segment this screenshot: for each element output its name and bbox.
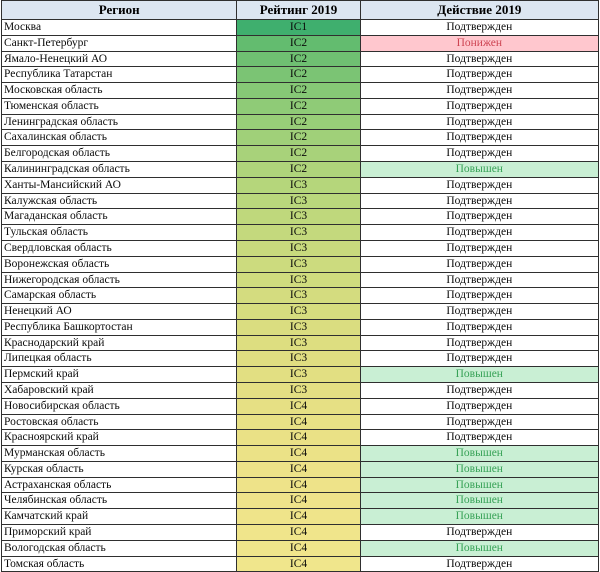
region-cell: Камчатский край <box>2 509 237 525</box>
region-cell: Калужская область <box>2 193 237 209</box>
header-row <box>2 1 599 20</box>
table-row <box>2 398 599 414</box>
region-cell: Самарская область <box>2 288 237 304</box>
action-cell: Повышен <box>360 446 598 462</box>
table-row <box>2 382 599 398</box>
rating-cell: IC3 <box>237 382 360 398</box>
table-row <box>2 193 599 209</box>
table-row <box>2 209 599 225</box>
rating-cell: IC3 <box>237 209 360 225</box>
action-cell: Подтвержден <box>360 272 598 288</box>
table-row <box>2 509 599 525</box>
region-cell: Новосибирская область <box>2 398 237 414</box>
table-row <box>2 114 599 130</box>
rating-cell: IC3 <box>237 256 360 272</box>
table-row <box>2 461 599 477</box>
table-row <box>2 446 599 462</box>
action-cell: Повышен <box>360 509 598 525</box>
table-row <box>2 430 599 446</box>
action-cell: Подтвержден <box>360 556 598 572</box>
action-cell: Подтвержден <box>360 414 598 430</box>
region-cell: Республика Татарстан <box>2 67 237 83</box>
action-cell: Подтвержден <box>360 430 598 446</box>
region-cell: Ленинградская область <box>2 114 237 130</box>
column-header-rating: Рейтинг 2019 <box>237 1 360 20</box>
region-cell: Челябинская область <box>2 493 237 509</box>
rating-cell: IC2 <box>237 146 360 162</box>
rating-table <box>1 0 599 572</box>
region-cell: Санкт-Петербург <box>2 35 237 51</box>
table-row <box>2 240 599 256</box>
rating-cell: IC4 <box>237 525 360 541</box>
region-cell: Магаданская область <box>2 209 237 225</box>
region-cell: Пермский край <box>2 367 237 383</box>
rating-cell: IC3 <box>237 193 360 209</box>
action-cell: Повышен <box>360 367 598 383</box>
rating-cell: IC3 <box>237 351 360 367</box>
table-row <box>2 319 599 335</box>
rating-cell: IC2 <box>237 162 360 178</box>
rating-cell: IC3 <box>237 177 360 193</box>
table-row <box>2 130 599 146</box>
table-row <box>2 67 599 83</box>
rating-cell: IC4 <box>237 446 360 462</box>
table-row <box>2 556 599 572</box>
region-cell: Калининградская область <box>2 162 237 178</box>
action-cell: Повышен <box>360 493 598 509</box>
action-cell: Подтвержден <box>360 256 598 272</box>
table-body <box>2 20 599 572</box>
action-cell: Подтвержден <box>360 335 598 351</box>
action-cell: Подтвержден <box>360 209 598 225</box>
action-cell: Подтвержден <box>360 225 598 241</box>
table-row <box>2 414 599 430</box>
table-row <box>2 351 599 367</box>
action-cell: Подтвержден <box>360 20 598 36</box>
action-cell: Подтвержден <box>360 146 598 162</box>
region-cell: Приморский край <box>2 525 237 541</box>
action-cell: Подтвержден <box>360 193 598 209</box>
rating-cell: IC4 <box>237 398 360 414</box>
rating-cell: IC3 <box>237 367 360 383</box>
table-row <box>2 162 599 178</box>
rating-cell: IC3 <box>237 335 360 351</box>
rating-cell: IC2 <box>237 35 360 51</box>
rating-cell: IC4 <box>237 540 360 556</box>
region-cell: Сахалинская область <box>2 130 237 146</box>
action-cell: Подтвержден <box>360 114 598 130</box>
rating-cell: IC3 <box>237 319 360 335</box>
action-cell: Подтвержден <box>360 351 598 367</box>
table-row <box>2 493 599 509</box>
rating-cell: IC2 <box>237 83 360 99</box>
table-row <box>2 177 599 193</box>
rating-cell: IC4 <box>237 493 360 509</box>
rating-cell: IC4 <box>237 556 360 572</box>
action-cell: Подтвержден <box>360 67 598 83</box>
action-cell: Подтвержден <box>360 304 598 320</box>
table-row <box>2 304 599 320</box>
region-cell: Москва <box>2 20 237 36</box>
action-cell: Подтвержден <box>360 51 598 67</box>
rating-cell: IC2 <box>237 51 360 67</box>
region-cell: Нижегородская область <box>2 272 237 288</box>
rating-cell: IC3 <box>237 288 360 304</box>
table-row <box>2 98 599 114</box>
rating-cell: IC3 <box>237 272 360 288</box>
region-cell: Ростовская область <box>2 414 237 430</box>
region-cell: Красноярский край <box>2 430 237 446</box>
action-cell: Подтвержден <box>360 288 598 304</box>
region-cell: Тюменская область <box>2 98 237 114</box>
table-row <box>2 477 599 493</box>
rating-cell: IC2 <box>237 114 360 130</box>
region-cell: Ненецкий АО <box>2 304 237 320</box>
table-row <box>2 288 599 304</box>
table-row <box>2 272 599 288</box>
rating-cell: IC3 <box>237 240 360 256</box>
region-cell: Мурманская область <box>2 446 237 462</box>
region-cell: Белгородская область <box>2 146 237 162</box>
action-cell: Понижен <box>360 35 598 51</box>
rating-cell: IC1 <box>237 20 360 36</box>
region-cell: Ямало-Ненецкий АО <box>2 51 237 67</box>
table-row <box>2 35 599 51</box>
region-cell: Краснодарский край <box>2 335 237 351</box>
table-row <box>2 83 599 99</box>
action-cell: Подтвержден <box>360 83 598 99</box>
region-cell: Курская область <box>2 461 237 477</box>
region-cell: Воронежская область <box>2 256 237 272</box>
rating-cell: IC4 <box>237 430 360 446</box>
action-cell: Повышен <box>360 477 598 493</box>
region-cell: Республика Башкортостан <box>2 319 237 335</box>
region-cell: Хабаровский край <box>2 382 237 398</box>
table-row <box>2 20 599 36</box>
rating-cell: IC4 <box>237 509 360 525</box>
action-cell: Подтвержден <box>360 98 598 114</box>
rating-cell: IC2 <box>237 67 360 83</box>
region-cell: Тульская область <box>2 225 237 241</box>
rating-cell: IC4 <box>237 477 360 493</box>
action-cell: Подтвержден <box>360 525 598 541</box>
region-cell: Свердловская область <box>2 240 237 256</box>
rating-cell: IC4 <box>237 414 360 430</box>
action-cell: Повышен <box>360 540 598 556</box>
action-cell: Подтвержден <box>360 130 598 146</box>
action-cell: Подтвержден <box>360 319 598 335</box>
action-cell: Подтвержден <box>360 382 598 398</box>
rating-cell: IC2 <box>237 130 360 146</box>
table-row <box>2 51 599 67</box>
rating-cell: IC3 <box>237 304 360 320</box>
table-row <box>2 525 599 541</box>
table-row <box>2 225 599 241</box>
table-row <box>2 367 599 383</box>
action-cell: Повышен <box>360 461 598 477</box>
table-row <box>2 335 599 351</box>
region-cell: Московская область <box>2 83 237 99</box>
action-cell: Повышен <box>360 162 598 178</box>
table-row <box>2 540 599 556</box>
action-cell: Подтвержден <box>360 398 598 414</box>
action-cell: Подтвержден <box>360 177 598 193</box>
rating-cell: IC3 <box>237 225 360 241</box>
rating-cell: IC2 <box>237 98 360 114</box>
region-cell: Вологодская область <box>2 540 237 556</box>
region-cell: Томская область <box>2 556 237 572</box>
column-header-region: Регион <box>2 1 237 20</box>
column-header-action: Действие 2019 <box>360 1 598 20</box>
table-header <box>2 1 599 20</box>
region-cell: Ханты-Мансийский АО <box>2 177 237 193</box>
region-cell: Липецкая область <box>2 351 237 367</box>
region-cell: Астраханская область <box>2 477 237 493</box>
action-cell: Подтвержден <box>360 240 598 256</box>
rating-cell: IC4 <box>237 461 360 477</box>
table-row <box>2 256 599 272</box>
table-row <box>2 146 599 162</box>
